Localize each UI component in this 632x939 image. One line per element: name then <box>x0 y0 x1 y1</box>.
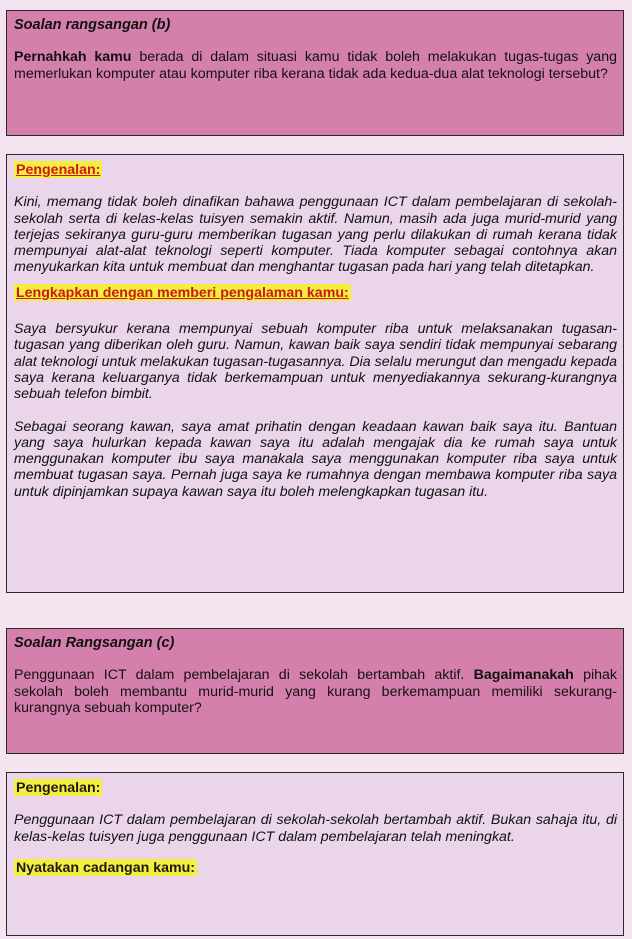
intro-label-b: Pengenalan: <box>16 162 101 178</box>
question-title-c: Soalan Rangsangan (c) <box>14 635 175 651</box>
question-text-b <box>14 49 617 82</box>
experience-paragraph-1: Saya bersyukur kerana mempunyai sebuah komputer riba untuk melaksanakan tugasan-tugasan yang diberikan oleh guru. Namun, kawan baik saya sendiri tidak mempunyai sebarang alat teknologi untuk melakukan tugasan-tugasannya. Dia selalu merungut dan mengadu kepada saya kerana keluarganya tidak berkemampuan untuk menyediakannya sekurang-kurangnya sebuah telefon bimbit. <box>14 321 617 403</box>
question-text-c <box>14 667 617 716</box>
intro-label-c: Pengenalan: <box>16 780 101 796</box>
question-keyword-c: Bagaimanakah <box>473 667 574 684</box>
question-title-b: Soalan rangsangan (b) <box>14 17 171 33</box>
answer-box-b <box>6 154 624 593</box>
suggestion-label: Nyatakan cadangan kamu: <box>16 859 195 876</box>
question-box-c <box>6 628 624 754</box>
question-lead-c: Penggunaan ICT dalam pembelajaran di sekolah bertambah aktif. <box>14 667 474 684</box>
intro-text-b: Kini, memang tidak boleh dinafikan bahawa penggunaan ICT dalam pembelajaran di sekolah-sekolah serta di kelas-kelas tuisyen semakin aktif. Namun, masih ada juga murid-murid yang terjejas sekiranya guru-guru memberikan tugasan yang perlu dilakukan di rumah kerana tidak mempunyai alat-alat teknologi seperti komputer. Tiada komputer sebagai contohnya akan menyukarkan kita untuk membuat dan menghantar tugasan pada hari yang telah ditetapkan. <box>14 194 617 276</box>
question-body-c: pihak sekolah boleh membantu murid-murid yang kurang berkemampuan memiliki sekurang-kurangnya sebuah komputer? <box>14 667 618 716</box>
question-body-b: berada di dalam situasi kamu tidak boleh melakukan tugas-tugas yang memerlukan komputer atau komputer riba kerana tidak ada kedua-dua alat teknologi tersebut? <box>14 49 617 82</box>
question-box-b <box>6 10 624 136</box>
intro-text-c: Penggunaan ICT dalam pembelajaran di sekolah-sekolah bertambah aktif. Bukan sahaja itu, di kelas-kelas tuisyen juga penggunaan ICT dalam pembelajaran telah meningkat. <box>14 812 617 845</box>
experience-label: Lengkapkan dengan memberi pengalaman kamu: <box>16 284 349 301</box>
answer-box-c <box>6 772 624 936</box>
experience-paragraph-2: Sebagai seorang kawan, saya amat prihatin dengan keadaan kawan baik saya itu. Bantuan yang saya hulurkan kepada kawan saya itu adalah mengajak dia ke rumah saya untuk menggunakan komputer ibu saya manakala saya menggunakan komputer riba saya untuk membuat tugasan saya. Pernah juga saya ke rumahnya dengan membawa komputer riba saya untuk dipinjamkan supaya kawan saya itu boleh melengkapkan tugasan itu. <box>14 418 617 500</box>
question-keyword-b: Pernahkah kamu <box>14 49 132 66</box>
